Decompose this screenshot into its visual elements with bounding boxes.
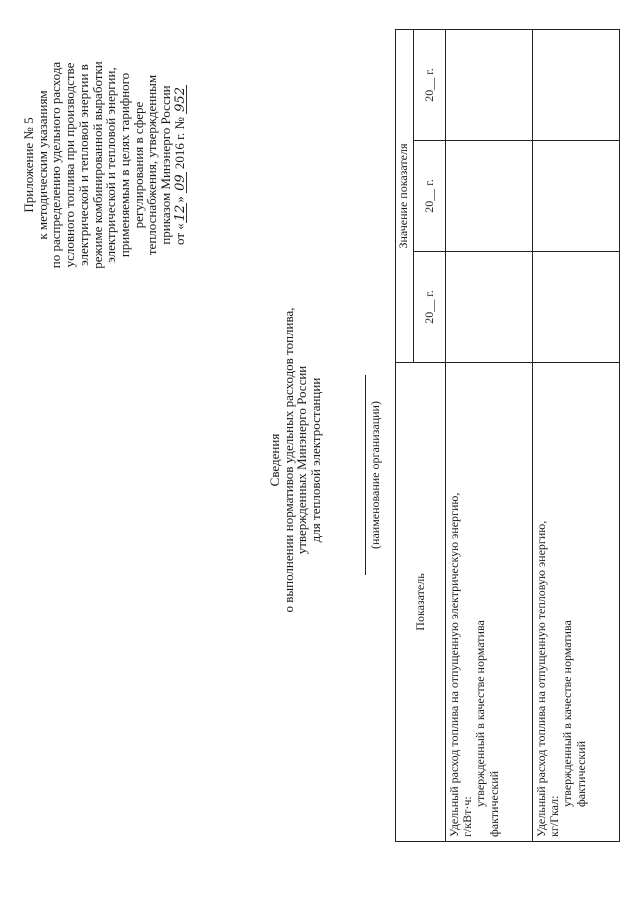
title-line-4: для тепловой электростанции (308, 377, 324, 543)
appendix-line-2: по распределению удельного расхода (48, 61, 64, 269)
row-heat-label (533, 363, 620, 842)
year-column-2: 20__ г. (414, 141, 446, 252)
table-row (533, 30, 620, 842)
row-electricity-label (446, 363, 533, 842)
header-value: Значение показателя (396, 30, 414, 363)
row-electricity-unit: г/кВт·ч: (460, 796, 475, 837)
appendix-line-3: условного топлива при производстве (62, 62, 78, 268)
year-column-1: 20__ г. (414, 252, 446, 363)
row-heat-title: Удельный расход топлива на отпущенную тепловую энергию, (534, 520, 548, 837)
year-column-3: 20__ г. (414, 30, 446, 141)
row-heat-actual: фактический (573, 740, 588, 807)
header-indicator: Показатель (396, 363, 446, 842)
organization-caption: (наименование организации) (368, 401, 382, 549)
appendix-line-7: применяемым в целях тарифного (116, 72, 132, 258)
appendix-line-8: регулирования в сфере (130, 101, 146, 229)
row-heat-approved: утвержденный в качестве норматива (560, 620, 575, 807)
title-line-3: утвержденных Минэнерго России (294, 365, 310, 555)
title-line-2: о выполнении нормативов удельных расходов топлива, (280, 307, 296, 613)
title-line-1: Сведения (267, 433, 282, 487)
appendix-line-9: теплоснабжения, утвержденным (144, 74, 160, 256)
date-prefix: от (171, 229, 187, 245)
value-cell (533, 30, 620, 141)
table-row (446, 30, 533, 842)
appendix-line-6: электрической и тепловой энергии, (103, 67, 119, 263)
value-cell (533, 141, 620, 252)
organization-blank-line (365, 375, 366, 575)
appendix-number: Приложение № 5 (21, 117, 36, 213)
appendix-line-5: режиме комбинированной выработки (89, 61, 105, 269)
appendix-line-4: электрической и тепловой энергии в (75, 64, 91, 266)
value-cell (533, 252, 620, 363)
handwritten-day: 12 (172, 204, 188, 222)
value-cell (446, 141, 533, 252)
row-electricity-approved: утвержденный в качестве норматива (473, 620, 488, 807)
table-header-row (396, 30, 414, 842)
row-electricity-actual: фактический (486, 770, 501, 837)
appendix-line-10: приказом Минэнерго России (158, 85, 174, 245)
row-electricity-title: Удельный расход топлива на отпущенную электрическую энергию, (447, 492, 461, 837)
value-cell (446, 252, 533, 363)
handwritten-month: 09 (172, 174, 188, 191)
appendix-block (22, 40, 187, 290)
row-heat-unit: кг/Гкал: (547, 795, 562, 837)
order-date-line: от «12» 09 2016 г. № 952 (171, 87, 188, 245)
document-title (268, 235, 323, 685)
indicator-table (395, 29, 620, 842)
appendix-line-1: к методическим указаниям (34, 90, 50, 240)
date-year: 2016 г. № (171, 117, 187, 170)
handwritten-order-number: 952 (172, 87, 188, 112)
value-cell (446, 30, 533, 141)
